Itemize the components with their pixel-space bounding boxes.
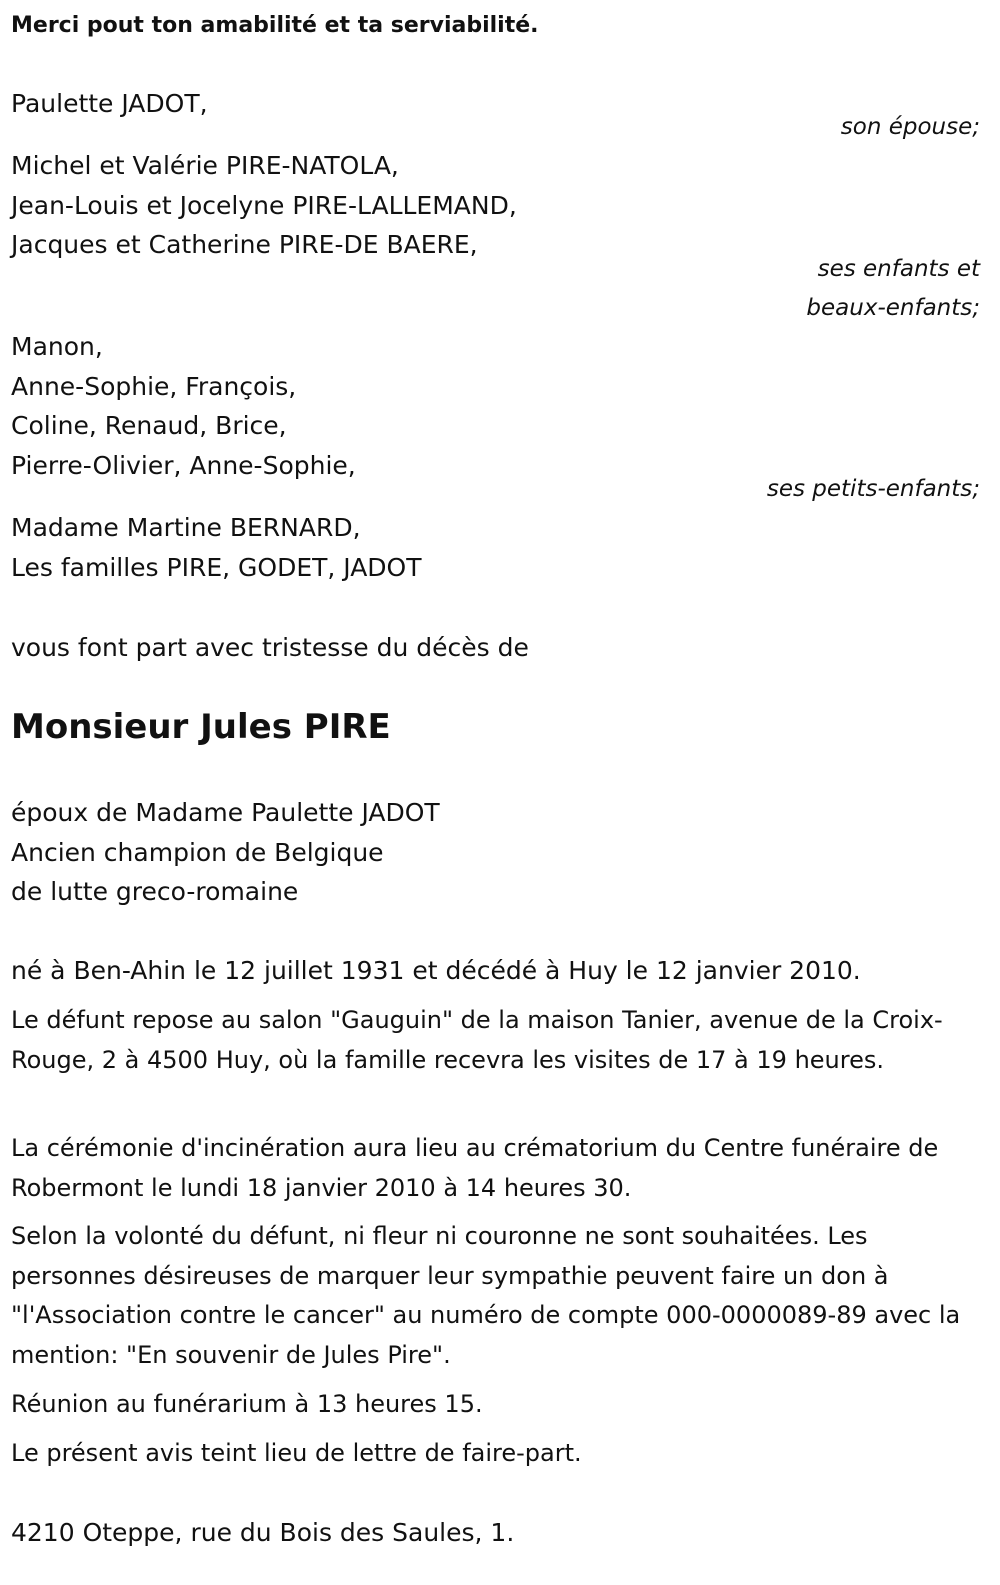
grandchild-name: Pierre-Olivier, Anne-Sophie,	[11, 451, 356, 480]
deceased-name: Monsieur Jules PIRE	[11, 707, 391, 747]
ceremony-paragraph: La cérémonie d'incinération aura lieu au crématorium du Centre funéraire de Robermont le lundi 18 janvier 2010 à 14 heures 30.	[11, 1134, 939, 1202]
notice-paragraph: Le présent avis teint lieu de lettre de faire-part.	[11, 1439, 582, 1467]
other-family-line: Les familles PIRE, GODET, JADOT	[11, 553, 422, 582]
grandchildren-role: ses petits-enfants;	[766, 476, 980, 502]
children-name: Jacques et Catherine PIRE-DE BAERE,	[11, 230, 478, 259]
grandchild-name: Manon,	[11, 332, 103, 361]
meeting-paragraph: Réunion au funérarium à 13 heures 15.	[11, 1390, 483, 1418]
birth-death-line: né à Ben-Ahin le 12 juillet 1931 et décédé à Huy le 12 janvier 2010.	[11, 956, 861, 985]
spouse-role: son épouse;	[840, 114, 980, 140]
grandchild-name: Anne-Sophie, François,	[11, 372, 297, 401]
children-role: beaux-enfants;	[806, 295, 980, 321]
children-name: Jean-Louis et Jocelyne PIRE-LALLEMAND,	[11, 191, 517, 220]
donation-paragraph: Selon la volonté du défunt, ni fleur ni couronne ne sont souhaitées. Les personnes désireuses de marquer leur sympathie peuvent faire un don à "l'Association contre le cancer" au numéro de compte 000-0000089-89 avec la mention: "En souvenir de Jules Pire".	[11, 1222, 961, 1369]
spouse-name: Paulette JADOT,	[11, 89, 208, 118]
description-line: époux de Madame Paulette JADOT	[11, 798, 440, 827]
viewing-paragraph: Le défunt repose au salon "Gauguin" de la maison Tanier, avenue de la Croix-Rouge, 2 à 4500 Huy, où la famille recevra les visites de 17 à 19 heures.	[11, 1006, 943, 1074]
children-role: ses enfants et	[817, 256, 980, 282]
thanks-heading: Merci pout ton amabilité et ta serviabilité.	[11, 13, 539, 38]
children-name: Michel et Valérie PIRE-NATOLA,	[11, 151, 399, 180]
address-line: 4210 Oteppe, rue du Bois des Saules, 1.	[11, 1518, 515, 1547]
announcement-line: vous font part avec tristesse du décès de	[11, 633, 529, 662]
description-line: Ancien champion de Belgique	[11, 838, 384, 867]
grandchild-name: Coline, Renaud, Brice,	[11, 411, 287, 440]
other-family-line: Madame Martine BERNARD,	[11, 513, 361, 542]
description-line: de lutte greco-romaine	[11, 877, 299, 906]
